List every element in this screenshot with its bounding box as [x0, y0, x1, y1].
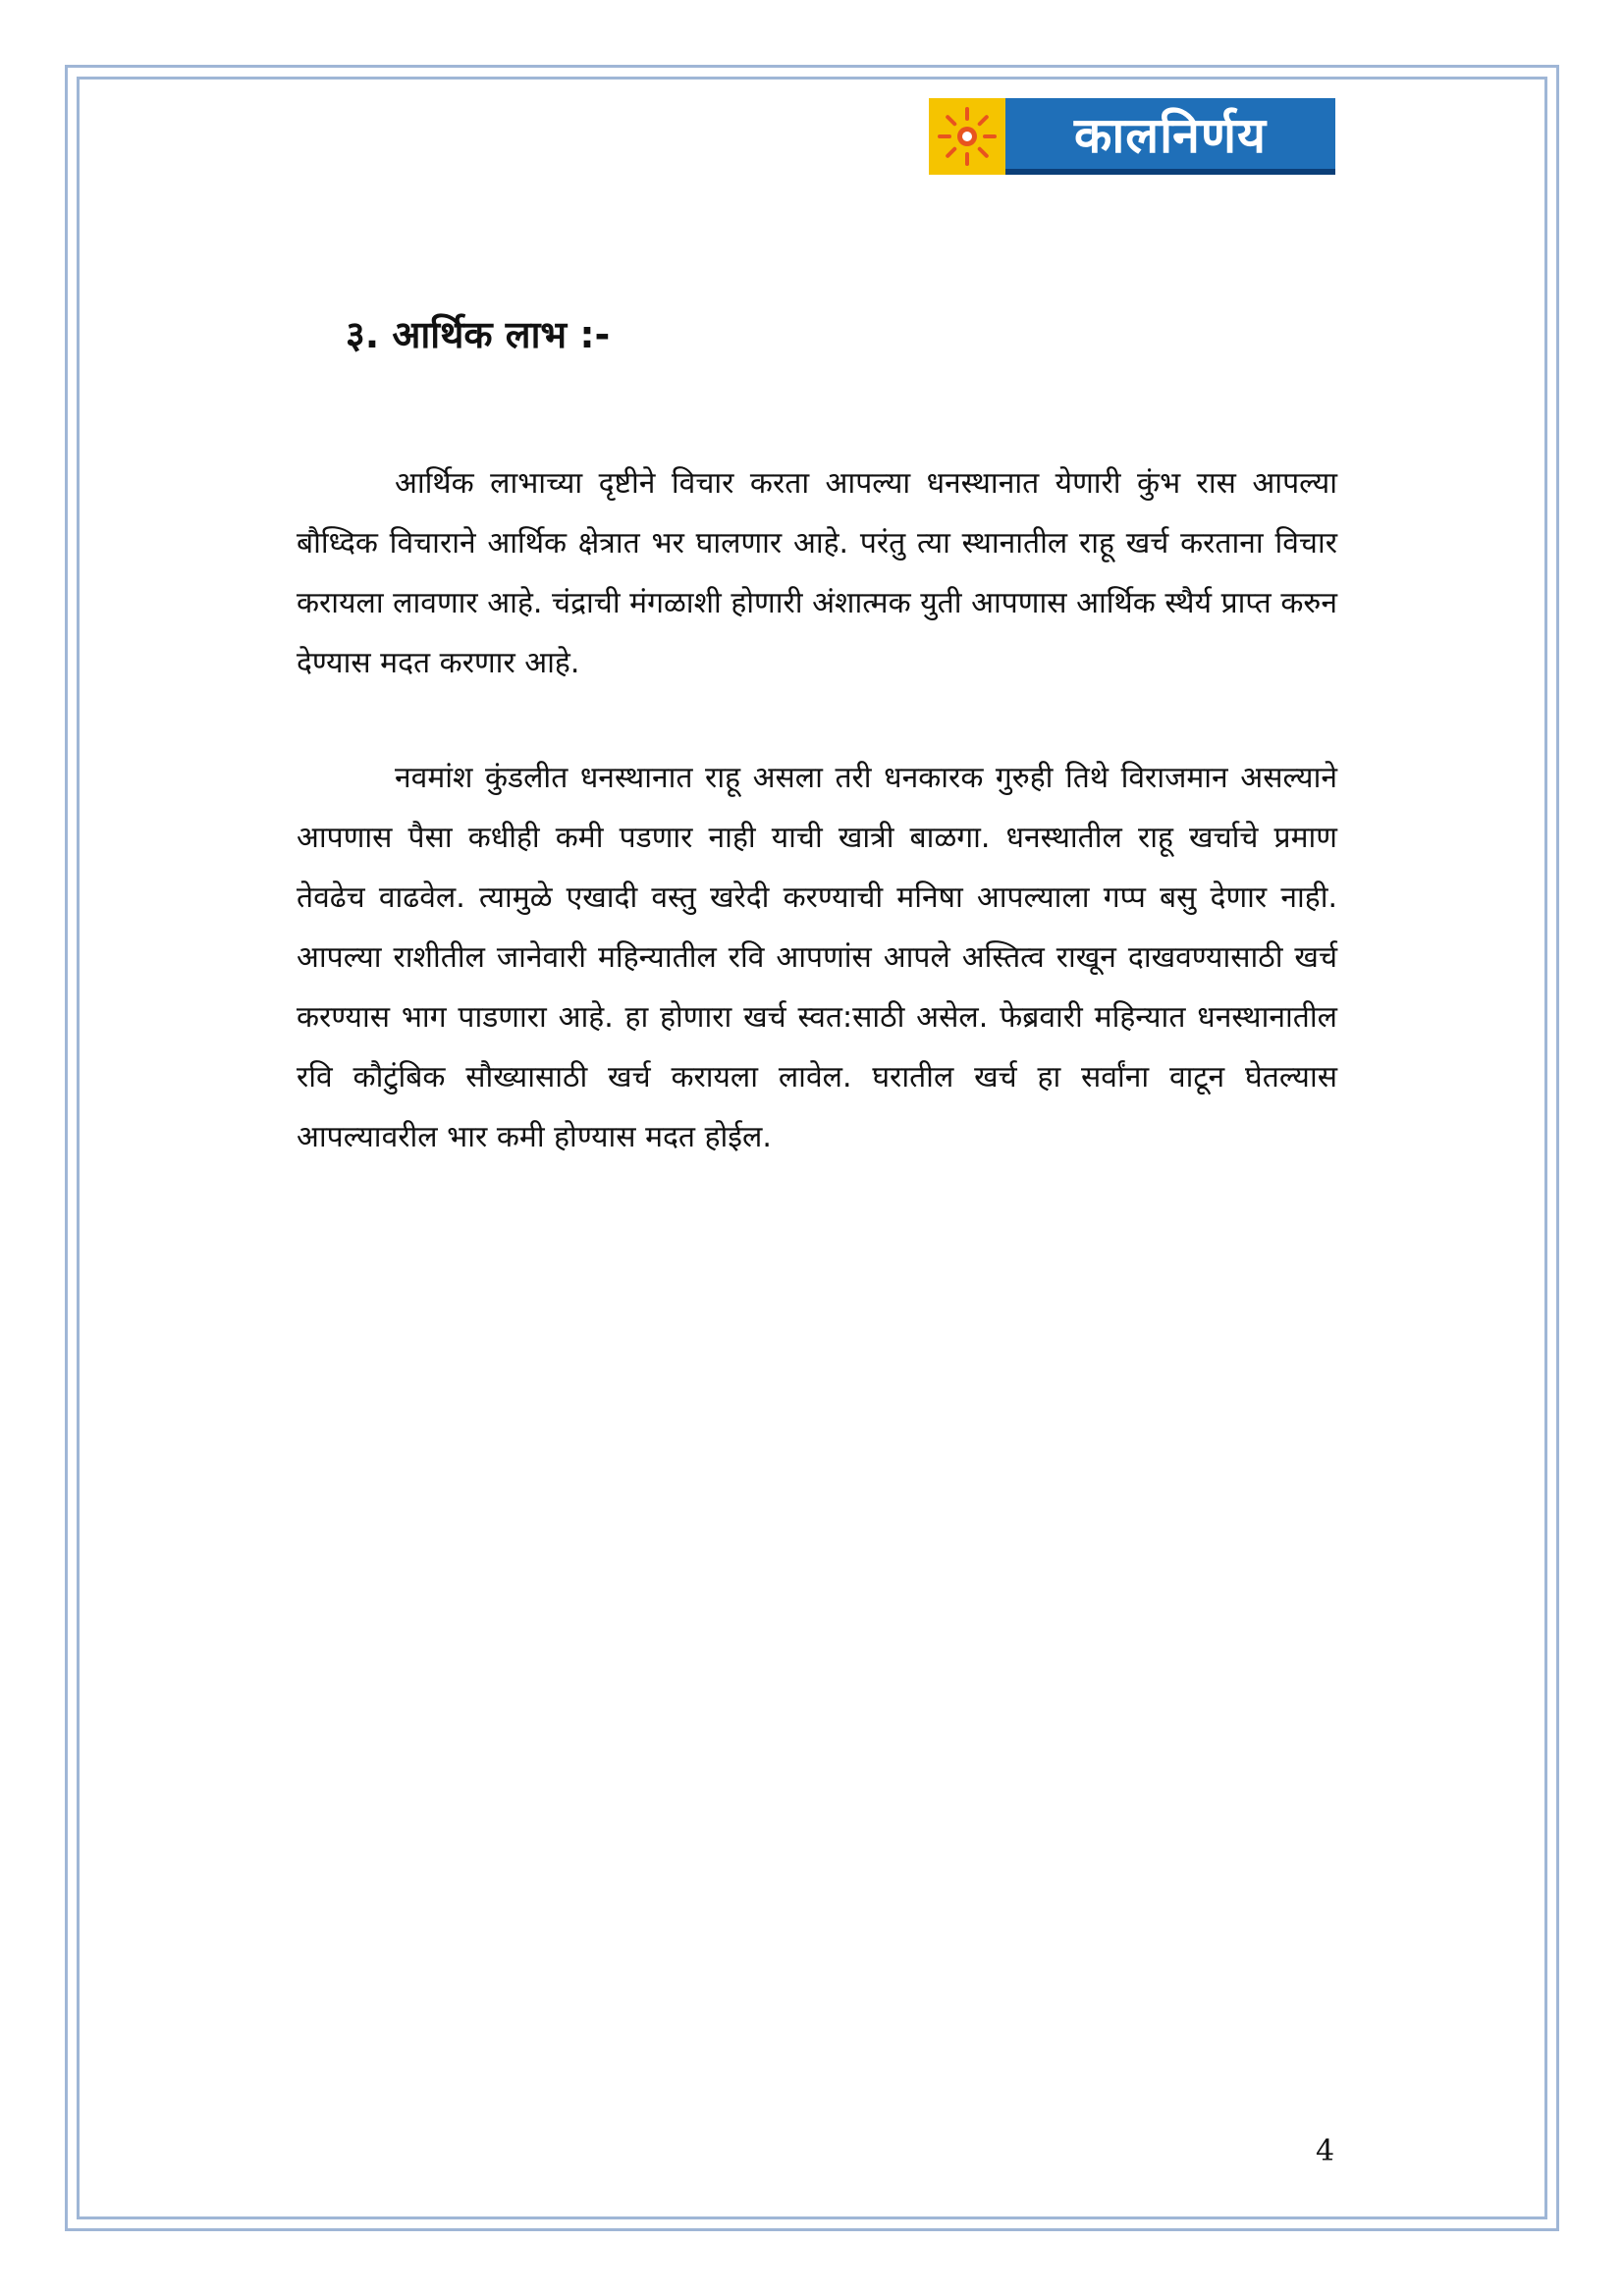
- kalnirnay-logo: [929, 98, 1335, 175]
- paragraph-1: आर्थिक लाभाच्या दृष्टीने विचार करता आपल्या धनस्थानात येणारी कुंभ रास आपल्या बौध्दिक विचाराने आर्थिक क्षेत्रात भर घालणार आहे. परंतु त्या स्थानातील राहू खर्च करताना विचार करायला लावणार आहे. चंद्राची मंगळाशी होणारी अंशात्मक युती आपणास आर्थिक स्थैर्य प्राप्त करुन देण्यास मदत करणार आहे.: [297, 466, 1337, 680]
- logo-wordmark: कालनिर्णय: [1005, 98, 1335, 175]
- sun-emblem-icon: [929, 98, 1005, 175]
- section-heading: ३. आर्थिक लाभ :-: [346, 313, 611, 356]
- paragraph-2: नवमांश कुंडलीत धनस्थानात राहू असला तरी धनकारक गुरुही तिथे विराजमान असल्याने आपणास पैसा कधीही कमी पडणार नाही याची खात्री बाळगा. धनस्थातील राहू खर्चाचे प्रमाण तेवढेच वाढवेल. त्यामुळे एखादी वस्तु खरेदी करण्याची मनिषा आपल्याला गप्प बसु देणार नाही. आपल्या राशीतील जानेवारी महिन्यातील रवि आपणांस आपले अस्तित्व राखून दाखवण्यासाठी खर्च करण्यास भाग पाडणारा आहे. हा होणारा खर्च स्वत:साठी असेल. फेब्रवारी महिन्यात धनस्थानातील रवि कौटुंबिक सौख्यासाठी खर्च करायला लावेल. घरातील खर्च हा सर्वांना वाटून घेतल्यास आपल्यावरील भार कमी होण्यास मदत होईल.: [297, 761, 1337, 1154]
- page-number: 4: [1316, 2134, 1335, 2168]
